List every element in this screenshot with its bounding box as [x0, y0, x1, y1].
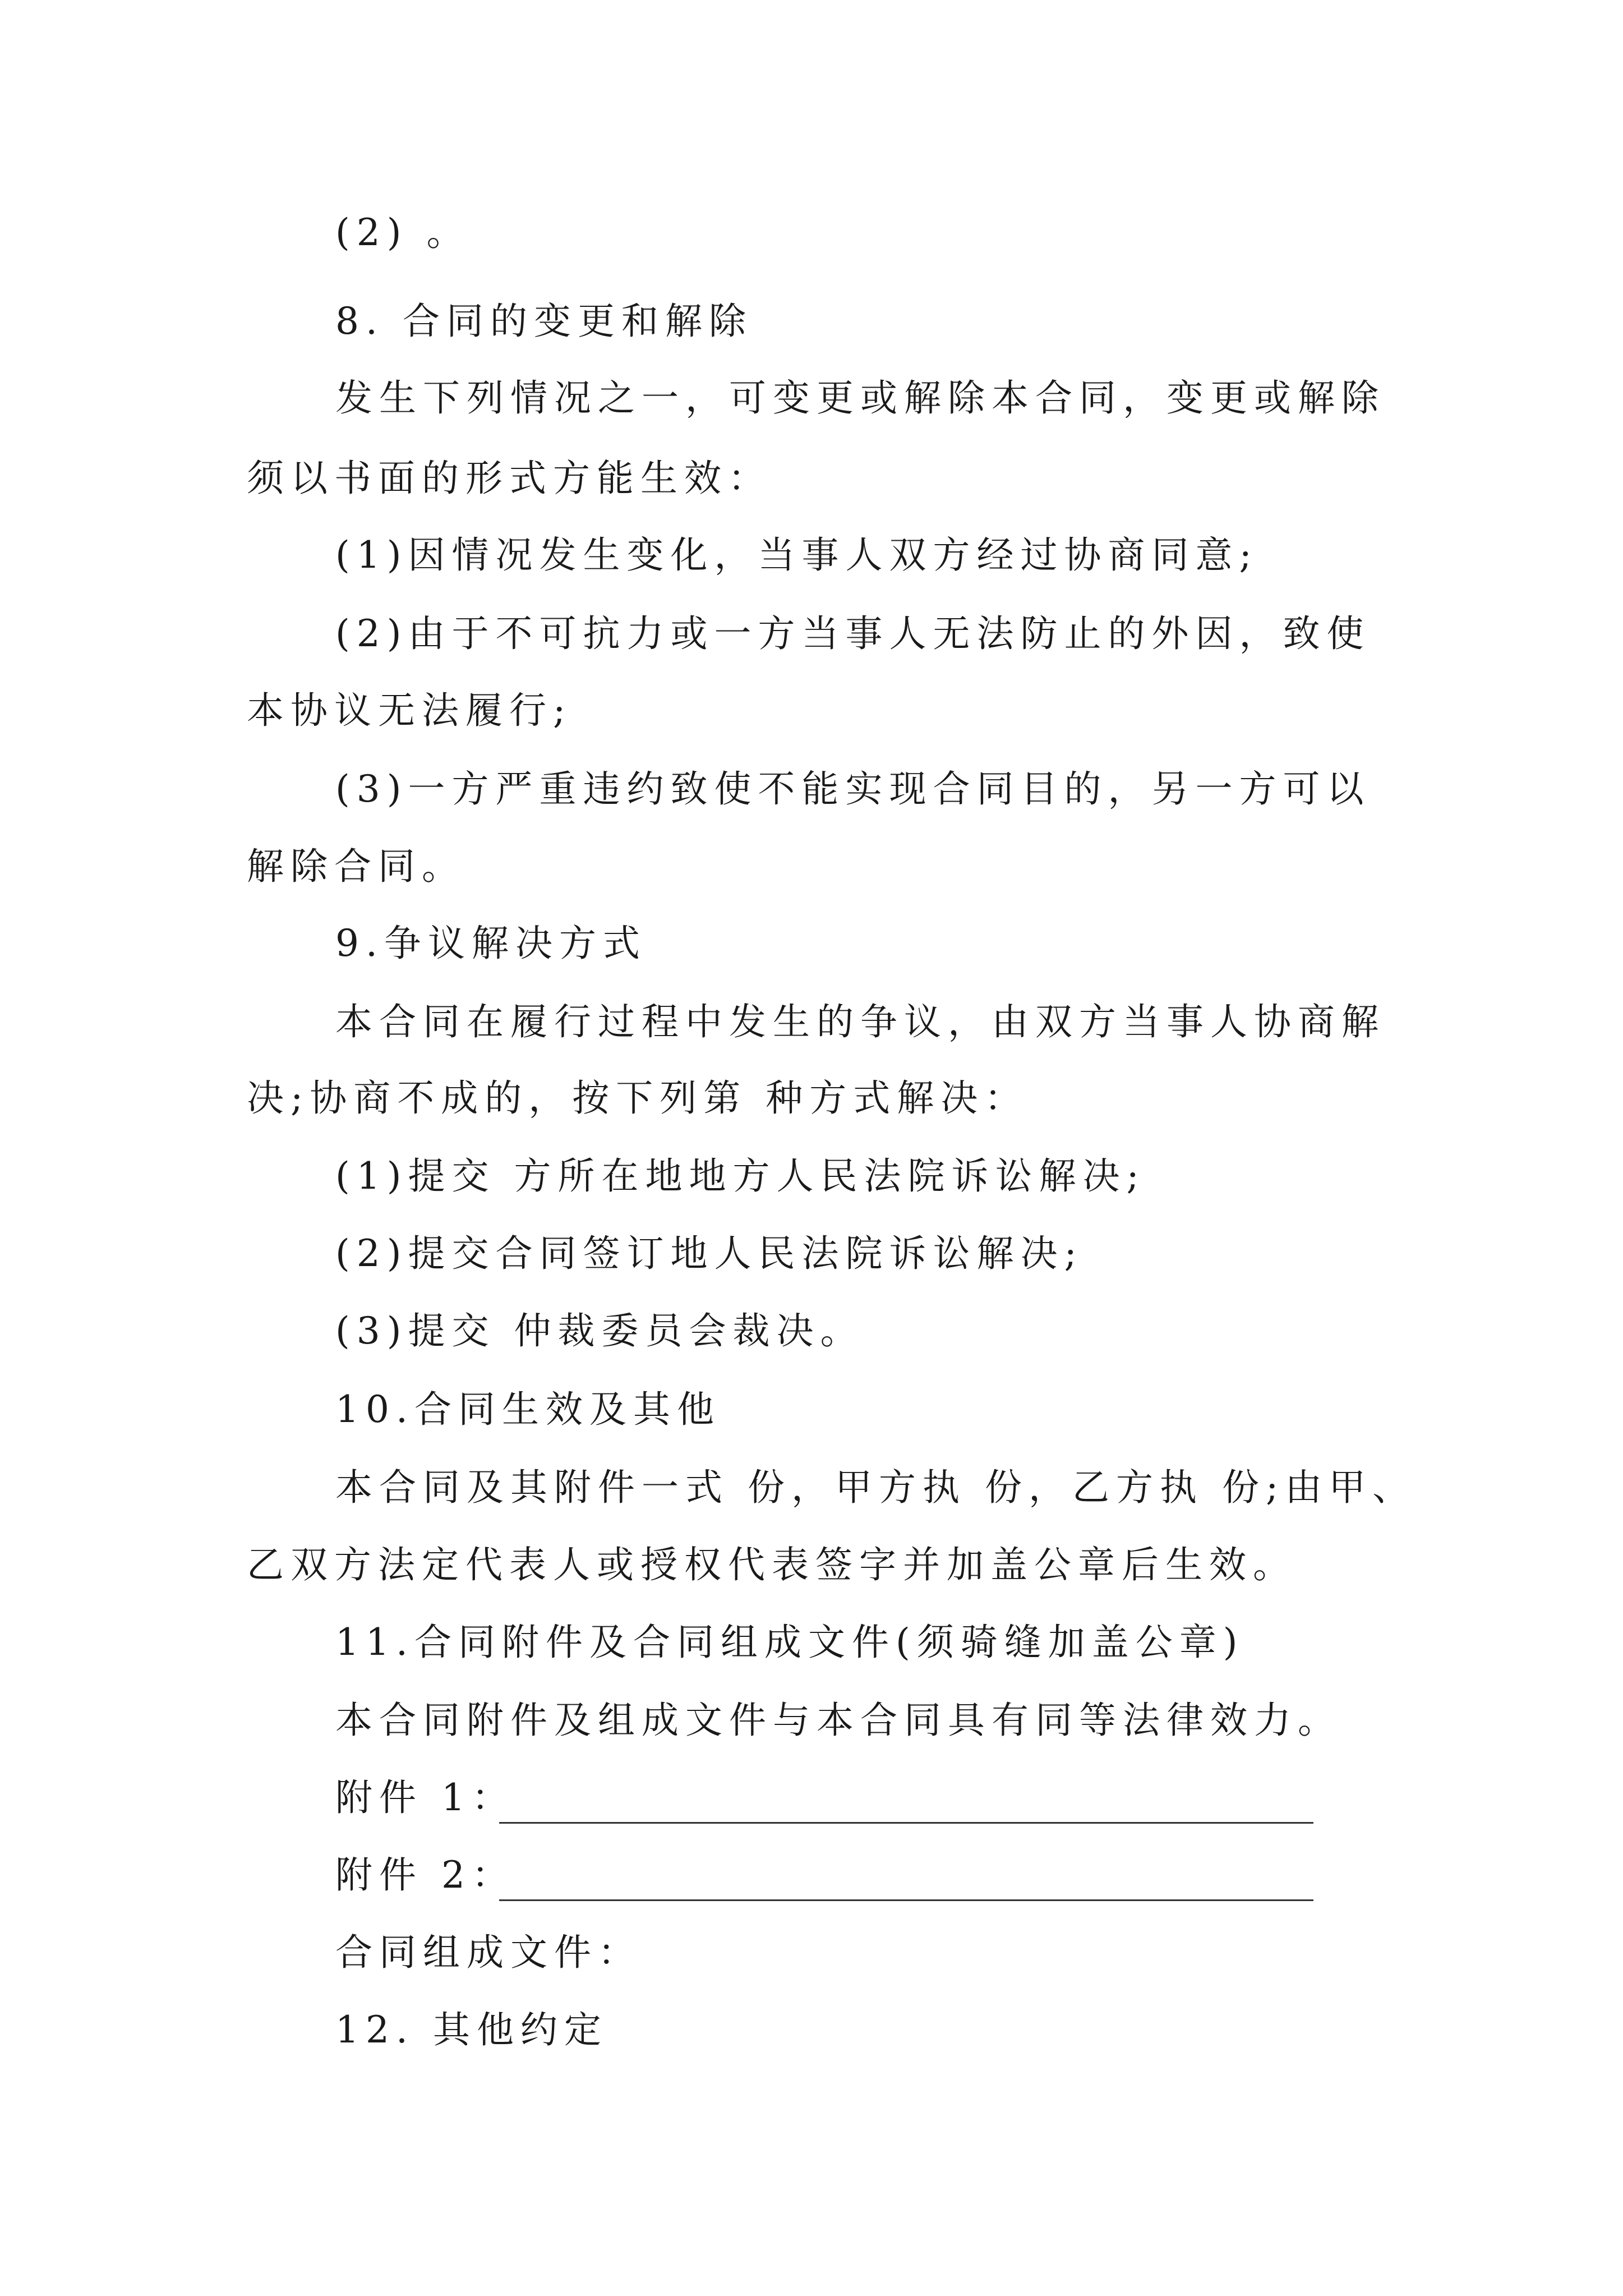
- section-9-intro-line-2: 决;协商不成的，按下列第 种方式解决：: [247, 1076, 1029, 1120]
- section-9-item-2: (2)提交合同签订地人民法院诉讼解决;: [335, 1232, 1083, 1275]
- section-10-body-line-2: 乙双方法定代表人或授权代表签字并加盖公章后生效。: [247, 1543, 1297, 1586]
- section-9-item-3: (3)提交 仲裁委员会裁决。: [335, 1309, 864, 1352]
- section-11-heading: 11.合同附件及合同组成文件(须骑缝加盖公章): [335, 1621, 1244, 1664]
- section-8-item-2-line-2: 本协议无法履行;: [247, 689, 573, 732]
- section-8-item-3-line-2: 解除合同。: [247, 845, 465, 888]
- section-8-item-3-line-1: (3)一方严重违约致使不能实现合同目的，另一方可以: [335, 767, 1371, 811]
- section-8-item-1: (1)因情况发生变化，当事人双方经过协商同意;: [335, 533, 1258, 577]
- attachment-2-label: 附件 2：: [335, 1853, 515, 1897]
- section-8-heading: 8. 合同的变更和解除: [335, 300, 753, 343]
- section-9-intro-line-1: 本合同在履行过程中发生的争议，由双方当事人协商解: [335, 1000, 1385, 1043]
- section-9-heading: 9.争议解决方式: [335, 922, 647, 965]
- attachment-2-blank-line: [499, 1899, 1313, 1901]
- contract-documents-label: 合同组成文件：: [335, 1931, 642, 1974]
- attachment-1-blank-line: [499, 1822, 1313, 1824]
- section-11-body: 本合同附件及组成文件与本合同具有同等法律效力。: [335, 1699, 1341, 1742]
- section-12-heading: 12. 其他约定: [335, 2008, 608, 2051]
- section-8-intro-line-2: 须以书面的形式方能生效：: [247, 457, 772, 500]
- section-10-heading: 10.合同生效及其他: [335, 1388, 721, 1431]
- section-10-body-line-1: 本合同及其附件一式 份，甲方执 份，乙方执 份;由甲、: [335, 1466, 1417, 1509]
- section-9-item-1: (1)提交 方所在地地方人民法院诉讼解决;: [335, 1154, 1146, 1198]
- attachment-1-label: 附件 1：: [335, 1776, 515, 1819]
- clause-7-item-2: (2) 。: [335, 211, 471, 254]
- section-8-intro-line-1: 发生下列情况之一，可变更或解除本合同，变更或解除: [335, 376, 1385, 420]
- section-8-item-2-line-1: (2)由于不可抗力或一方当事人无法防止的外因，致使: [335, 612, 1371, 655]
